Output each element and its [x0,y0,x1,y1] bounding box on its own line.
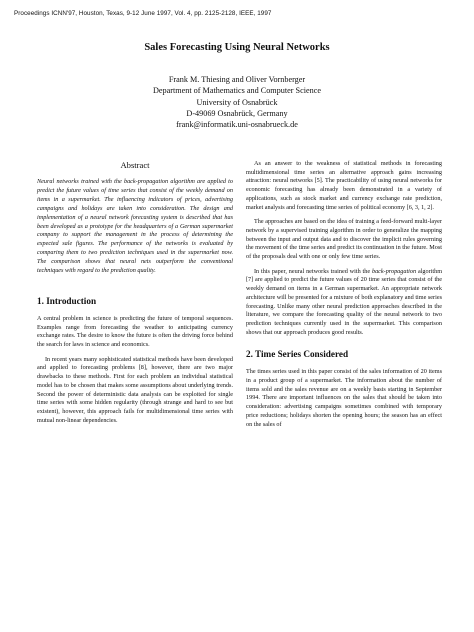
introduction-heading: 1. Introduction [37,295,97,306]
author-names: Frank M. Thiesing and Oliver Vornberger [168,75,306,84]
body-paragraph-3-emphasis: back-propagation [371,267,417,275]
body-paragraph-3-rest: algorithm [7] are applied to predict the future values of 20 time series that consist of the weekly demand on items in a German supermarket. An appropriate network architecture will be presented for a mixture of both explanatory and time series forecasting. Unlike many other neural prediction approaches described in the literature, we compare the forecasting quality of the neural network to two prediction techniques currently used in the supermarket. This comparison shows that our approach produces good results. [246,267,443,336]
author-email: frank@informatik.uni-osnabrueck.de [176,120,298,130]
body-paragraph-3 [246,268,442,338]
introduction-paragraph-1: A central problem in science is predicting the future of temporal sequences. Examples range from forecasting the weather to anticipating currency exchange rates. The desire to know the future is often the driving force behind the search for laws in science and economics. [37,314,233,349]
body-paragraph-1: As an answer to the weakness of statistical methods in forecasting multidimensional time series an alternative approach gains increasing attraction: neural networks [5]. The practicability of using neural networks for economic forecasting has already been demonstrated in a variety of applications, such as stock market and currency exchange rate prediction, market analysis and forecasting time series of political economy [6, 3, 1, 2]. [246,160,442,211]
right-column [246,160,442,435]
author-university: University of Osnabrück [196,97,278,107]
abstract-text: Neural networks trained with the back-propagation algorithm are applied to predict the future values of time series that consist of the weekly demand on items in a supermarket. The influencing indicators of prices, advertising campaigns and holidays are taken into consideration. The design and implementation of a neural network forecasting system is described that has been developed as a prototype for the headquarters of a German supermarket company to support the management in the process of determining the expected sale figures. The performance of the networks is evaluated by comparing them to two prediction techniques used in the supermarket now. The comparison shows that neural nets outperform the conventional techniques with regard to the prediction quality. [37,178,233,275]
author-block [0,74,474,130]
author-city: D-49069 Osnabrück, Germany [186,108,288,118]
introduction-paragraph-2: In recent years many sophisticated statistical methods have been developed and applied to forecasting problems [8], however, there are two major drawbacks to these methods. First for each problem an individual statistical model has to be chosen that makes some assumptions about underlying trends. Second the power of deterministic data analysis can be exploited for single time series with some hidden regularity (through strange and hard to see but existent), however, this approach fails for multidimensional time series with mutual non-linear dependencies. [37,355,233,424]
time-series-heading: 2. Time Series Considered [246,349,349,360]
abstract-heading: Abstract [120,160,150,170]
body-paragraph-2: The approaches are based on the idea of training a feed-forward multi-layer network by a supervised training algorithm in order to generalize the mapping between the input and output data and to discover the implicit rules governing the movement of the time series and predict its continuation in the future. Most of the proposals deal with one or only few time series. [246,218,442,261]
time-series-paragraph-1: The times series used in this paper consist of the sales information of 20 items in a product group of a supermarket. The information about the number of items sold and the sales revenue are on a weekly basis starting in September 1994. There are important influences on the sales that should be taken into consideration: advertising campaigns sometimes combined with temporary price reductions; holidays shorten the opening hours; the season has an effect on the sales of [246,368,442,428]
author-department: Department of Mathematics and Computer Science [152,86,322,96]
left-column [37,160,233,431]
body-paragraph-3-start: In this paper, neural networks trained with the [254,267,372,275]
proceedings-header: Proceedings ICNN'97, Houston, Texas, 9-12 June 1997, Vol. 4, pp. 2125-2128, IEEE, 1997 [14,10,272,17]
paper-title: Sales Forecasting Using Neural Networks [144,42,330,53]
